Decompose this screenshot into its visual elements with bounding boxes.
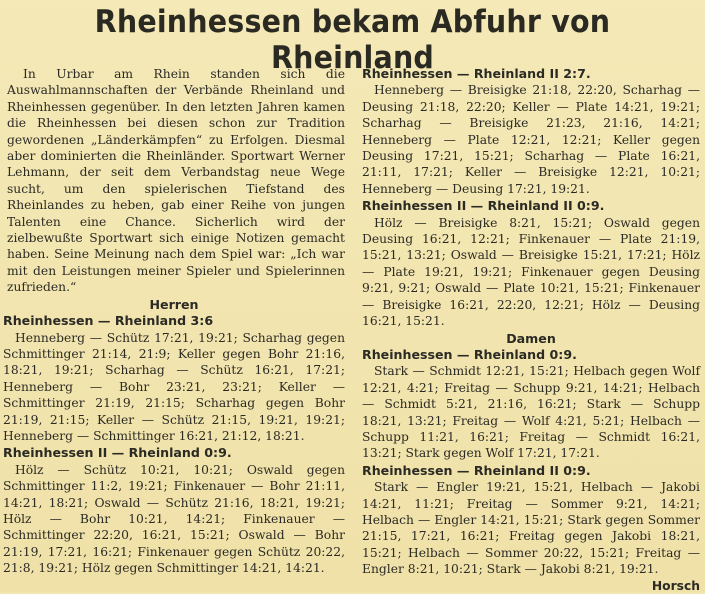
left-column	[3, 66, 345, 578]
author-signature: Horsch	[651, 578, 700, 593]
headline: Rheinhessen bekam Abfuhr von Rheinland	[94, 4, 611, 76]
match-results	[362, 479, 700, 593]
intro-paragraph: In Urbar am Rhein standen sich die Auswahlmannschaften der Verbände Rheinland und Rheinhessen gegenüber. In den letzten Jahren kamen die Rheinhessen bei diesen schon zur Tradition gewordenen „Länderkämpfen“ zu Erfolgen. Diesmal aber dominierten die Rheinländer. Sportwart Werner Lehmann, der seit dem Verbandstag neue Wege sucht, um den spielerischen Tiefstand des Rheinlandes zu heben, gab einer Reihe von jungen Talenten eine Chance. Sicherlich wird der zielbewußte Sportwart sich einige Notizen gemacht haben. Seine Meinung nach dem Spiel war: „Ich war mit den Leistungen meiner Spieler und Spielerinnen zufrieden.“	[7, 67, 345, 295]
match-results: Hölz — Schütz 10:21, 10:21; Oswald gegen Schmittinger 11:2, 19:21; Finkenauer — Bohr 21:11, 14:21, 18:21; Oswald — Schütz 21:16, 18:21, 19:21; Hölz — Bohr 10:21, 14:21; Finkenauer — Schmittinger 22:20, 16:21, 15:21; Oswald — Bohr 21:19, 17:21, 16:21; Finkenauer gegen Schütz 20:22, 21:8, 19:21; Hölz gegen Schmittinger 14:21, 14:21.	[3, 462, 345, 576]
match-results: Stark — Schmidt 12:21, 15:21; Helbach gegen Wolf 12:21, 4:21; Freitag — Schupp 9:21, 14:21; Helbach — Schmidt 5:21, 21:16, 16:21; Stark — Schupp 18:21, 13:21; Freitag — Wolf 4:21, 5:21; Helbach — Schupp 11:21, 16:21; Freitag — Schmidt 16:21, 13:21; Stark gegen Wolf 17:21, 17:21.	[362, 364, 700, 461]
match-heading: Rheinhessen — Rheinland II 0:9.	[362, 462, 591, 478]
match-results: Henneberg — Breisigke 21:18, 22:20, Scharhag — Deusing 21:18, 22:20; Keller — Plate 14:21, 19:21; Scharhag — Breisigke 21:23, 21:16, 14:21; Henneberg — Plate 12:21, 12:21; Keller gegen Deusing 17:21, 15:21; Scharhag — Plate 16:21, 21:11, 17:21; Keller — Breisigke 12:21, 10:21; Henneberg — Deusing 17:21, 19:21.	[362, 83, 700, 196]
section-heading-damen: Damen	[506, 330, 556, 346]
match-heading: Rheinhessen — Rheinland 3:6	[3, 313, 214, 329]
match-heading: Rheinhessen — Rheinland 0:9.	[362, 346, 577, 362]
match-results-text: Stark — Engler 19:21, 15:21, Helbach — Jakobi 14:21, 11:21; Freitag — Sommer 9:21, 14:21; Helbach — Engler 14:21, 15:21; Stark gegen Sommer 21:15, 17:21, 16:21; Freitag gegen Jakobi 18:21, 15:21; Helbach — Sommer 20:22, 15:21; Freitag — Engler 8:21, 10:21; Stark — Jakobi 8:21, 19:21.	[362, 480, 700, 577]
match-results: Henneberg — Schütz 17:21, 19:21; Scharhag gegen Schmittinger 21:14, 21:9; Keller gegen Bohr 21:16, 18:21, 19:21; Scharhag — Schütz 16:21, 17:21; Henneberg — Bohr 23:21, 23:21; Keller — Schmittinger 21:19, 21:15; Scharhag gegen Bohr 21:19, 21:15; Keller — Schütz 21:15, 19:21, 19:21; Henneberg — Schmittinger 16:21, 21:12, 18:21.	[3, 330, 345, 443]
match-heading: Rheinhessen II — Rheinland 0:9.	[3, 445, 232, 461]
match-results: Hölz — Breisigke 8:21, 15:21; Oswald gegen Deusing 16:21, 12:21; Finkenauer — Plate 21:19, 15:21, 13:21; Oswald — Breisigke 15:21, 17:21; Hölz — Plate 19:21, 19:21; Finkenauer gegen Deusing 9:21, 9:21; Oswald — Plate 10:21, 15:21; Finkenauer — Breisigke 16:21, 22:20, 12:21; Hölz — Deusing 16:21, 15:21.	[362, 215, 700, 329]
match-heading: Rheinhessen II — Rheinland II 0:9.	[362, 198, 605, 214]
match-heading: Rheinhessen — Rheinland II 2:7.	[362, 66, 591, 81]
section-heading-herren: Herren	[149, 296, 199, 312]
right-column	[362, 66, 700, 594]
